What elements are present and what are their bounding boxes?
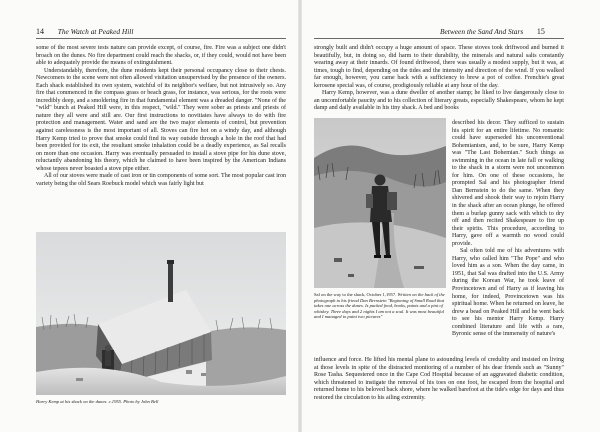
sal-on-the-way-photo [314, 118, 446, 288]
left-paragraph: some of the most severe tests nature can provide except, of course, fire. Fire was a subject one didn't broach on the dunes. No fire department could reach the shacks, or, if they could, would not have been able to adequately provide the means of extinguishment. [36, 45, 286, 67]
right-paragraph: influence and force. He lifted his mental plane to astounding levels of credulity and insisted on living at those levels in spite of the distracted monitoring of a number of his dear friends such as "Sunny" Rose Tasha. Sequestered once in the Cape Cod Hospital because of an aggravated diabetic condition, which threatened to instigate the removal of his toes on one foot, he escaped from the hospital and returned home to his beloved back shore, where he walked barefoot at the tide's edge for days and thus restored the circulation to his ailing extremity. [314, 357, 564, 401]
right-paragraph: Sal often told me of his adventures with Harry, who called him "The Pope" and who loved him as a son. When the day came, in 1951, that Sal was drafted into the U.S. Army during the Korean War, he took leave of Provincetown and of Harry as if leaving his home, for indeed, Provincetown was his spiritual home. When he returned on leave, he drew a bead on Peaked Hill and he went back to see his mentor Harry Kemp. Harry combined literature and life with a rare, Byronic sense of the immensity of nature's [452, 248, 564, 338]
right-paragraph: strongly built and didn't occupy a huge amount of space. These stoves took driftwood and burned it beautifully, but, in doing so, did harm to their durability, the minerals and natural salts constantly wearing away at their innards. Of found driftwood, there was usually a modest supply, but it was, at times, tough to find, depending on the tides and the intensity and direction of the wind. If you walked far enough, however, you came back with a sufficiency to brew a pot of coffee. Frenchie's great kerosene special was, of course, prodigiously reliable at any hour of the day. [314, 45, 564, 89]
right-page-number: 15 [536, 27, 545, 36]
right-page [300, 0, 600, 432]
left-book-title: The Watch at Peaked Hill [57, 27, 134, 36]
right-body-text-top [314, 45, 564, 113]
right-running-head [440, 27, 545, 36]
left-running-head [36, 27, 133, 36]
shack-photo-image [36, 232, 286, 395]
left-page-number: 14 [36, 27, 44, 36]
left-photo-caption [36, 399, 286, 405]
right-book-title: Between the Sand And Stars [440, 27, 524, 36]
left-caption-text: Harry Kemp at his shack on the dunes. c.1955. Photo by John Bell [36, 399, 159, 404]
right-body-text-side [452, 120, 564, 339]
right-header-rule [314, 38, 564, 39]
left-header-rule [36, 38, 286, 39]
left-paragraph: Understandably, therefore, the dune residents kept their personal occupancy close to their chests. Newcomers to the scene were not often allowed visitation unsupervised by the presence of the owners. Each shack established its own system, watchful of its neighbor's welfare, but not intrusively so. Any fire that commenced in the compass grass or beach grass, for instance, was serious, for the roots were incredibly deep, and a smoldering fire in that fundamental element was a dreaded danger. "None of the "wild" bunch at Peaked Hill were, in this respect, "wild." They were sober as priests and priests of nature they all were and still are. Our first instructions to novitiates have always to do with fire protection and management. Water and sand are the two major elements of control, but prevention against carelessness is the most important of all. Stoves can fire hot on a windy day, and although Harry Kemp tried to prove that smoke could find its way outside through a hole in the roof that had been provided for its exit, the resultant smoke inhalation could be a deadly experience, as Sal recalls on more than one occasion. Harry was eventually persuaded to install a stove pipe for his dune stove, reluctantly abandoning his theory, which he claimed to have been inspired by the American Indians whose tepees never boasted a stove pipe either. [36, 67, 286, 172]
right-body-text-bottom [314, 357, 564, 402]
right-paragraph: Harry Kemp, however, was a dune dweller of another stamp; he liked to live dangerously close to an uncomfortable paucity and to his collection of literary greats, especially Shakespeare, whom he kept damp and daily available in his tiny shack. A bed and books [314, 90, 564, 112]
right-caption-note: Written on the back of the photograph to his friend Dan Bernstein "Beginning of Small Road that takes one across the dunes. Is packed food, books, paints and a pint of whiskey. Three days and 2 nights I am not a soul. It was most beautiful and I managed to paint two pictures" [314, 292, 445, 320]
left-body-text [36, 45, 286, 188]
left-paragraph: All of our stoves were made of cast iron or tin components of some sort. The most popular cast iron variety being the old Sears Roebuck model which was fairly light but [36, 173, 286, 187]
right-paragraph: described his decor. They sufficed to sustain his spirit for an entire lifetime. No romantic could have superseded his unconventional Bohemianism, and, to be sure, Harry Kemp was "The Last Bohemian." Such things as swimming in the ocean in late fall or walking to the shack in a storm were not uncommon for him. On one of these occasions, he prompted Sal and his photographer friend Dan Bernstein to do the same. When they shivered and shook their way to rejoin Harry in the shack after an ocean plunge, he offered them a burlap gunny sack with which to dry off and then recited Shakespeare to fire up their spirits. This procedure, according to Harry, gave off a warmth no wood could provide. [452, 120, 564, 247]
sal-photo-image [314, 118, 446, 288]
right-photo-caption [314, 292, 446, 320]
harry-kemp-shack-photo [36, 232, 286, 395]
right-caption-lead: Sal on the way to the shack, October 1,1957. [314, 292, 397, 297]
